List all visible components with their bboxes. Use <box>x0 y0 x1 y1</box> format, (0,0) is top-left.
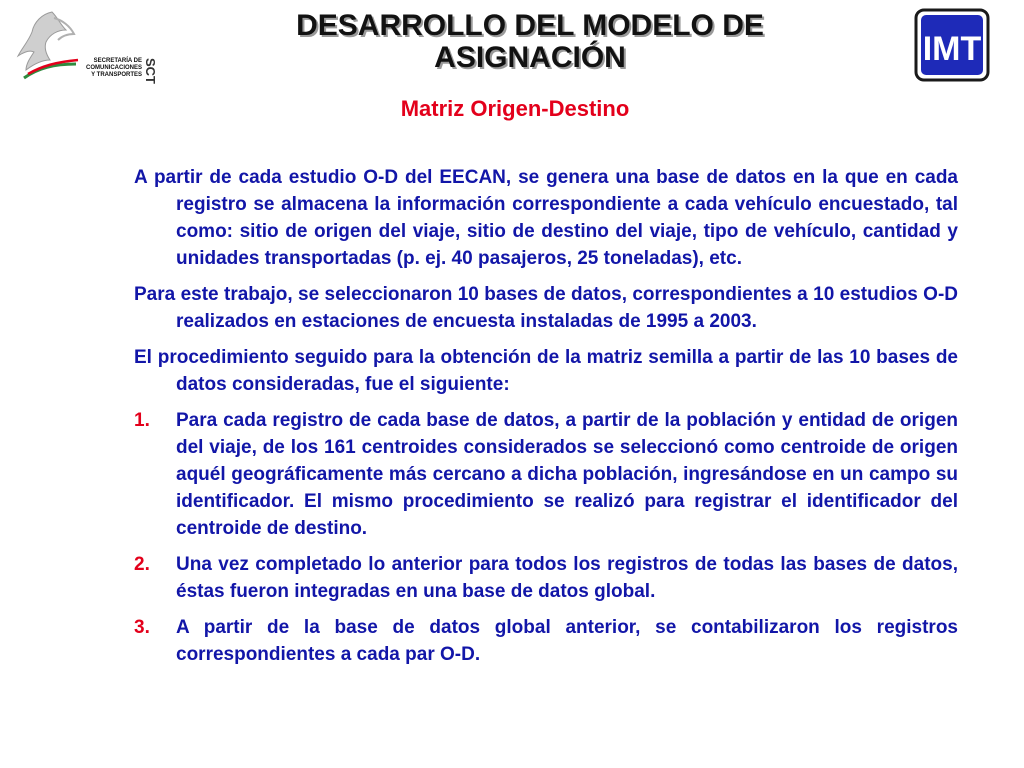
sct-abbrev <box>142 56 160 96</box>
list-item-number: 2. <box>134 554 150 575</box>
page-title <box>230 10 830 74</box>
list-item-number: 1. <box>134 410 150 431</box>
sct-logo <box>14 8 158 88</box>
page-subtitle: Matriz Origen-Destino <box>400 96 630 121</box>
sct-logo-text <box>70 58 142 79</box>
list-item <box>134 407 958 542</box>
list-item-number: 3. <box>134 617 150 638</box>
list-item-text: Una vez completado lo anterior para todos los registros de todas las bases de datos, éstas fueron integradas en una base de datos global. <box>176 554 958 602</box>
list-item <box>134 551 958 605</box>
sct-abbrev-text: SCT <box>143 58 158 84</box>
sct-line-2: COMUNICACIONES <box>85 65 142 71</box>
content-body <box>134 164 958 677</box>
sct-line-1: SECRETARÍA DE <box>93 58 142 64</box>
title-line-2: ASIGNACIÓN <box>434 41 626 74</box>
list-item-text: Para cada registro de cada base de datos, a partir de la población y entidad de origen del viaje, de los 161 centroides considerados se seleccionó como centroide de origen aquél geográficamente más cercano a dicha población, ingresándose en un campo su identificador. El mismo procedimiento se realizó para registrar el identificador del centroide de destino. <box>176 410 958 539</box>
paragraph-3: El procedimiento seguido para la obtención de la matriz semilla a partir de las 10 bases de datos consideradas, fue el siguiente: <box>134 347 958 395</box>
imt-logo <box>914 8 990 82</box>
list-item-text: A partir de la base de datos global anterior, se contabilizaron los registros correspondientes a cada par O-D. <box>176 617 958 665</box>
imt-logo-text: IMT <box>922 30 982 68</box>
paragraph-1: A partir de cada estudio O-D del EECAN, se genera una base de datos en la que en cada registro se almacena la información correspondiente a cada vehículo encuestado, tal como: sitio de origen del viaje, sitio de destino del viaje, tipo de vehículo, cantidad y unidades transportadas (p. ej. 40 pasajeros, 25 toneladas), etc. <box>134 167 958 269</box>
list-item <box>134 614 958 668</box>
paragraph-2: Para este trabajo, se seleccionaron 10 bases de datos, correspondientes a 10 estudios O-D realizados en estaciones de encuesta instaladas de 1995 a 2003. <box>134 284 958 332</box>
sct-line-3: Y TRANSPORTES <box>91 72 142 78</box>
title-line-1: DESARROLLO DEL MODELO DE <box>296 9 764 42</box>
